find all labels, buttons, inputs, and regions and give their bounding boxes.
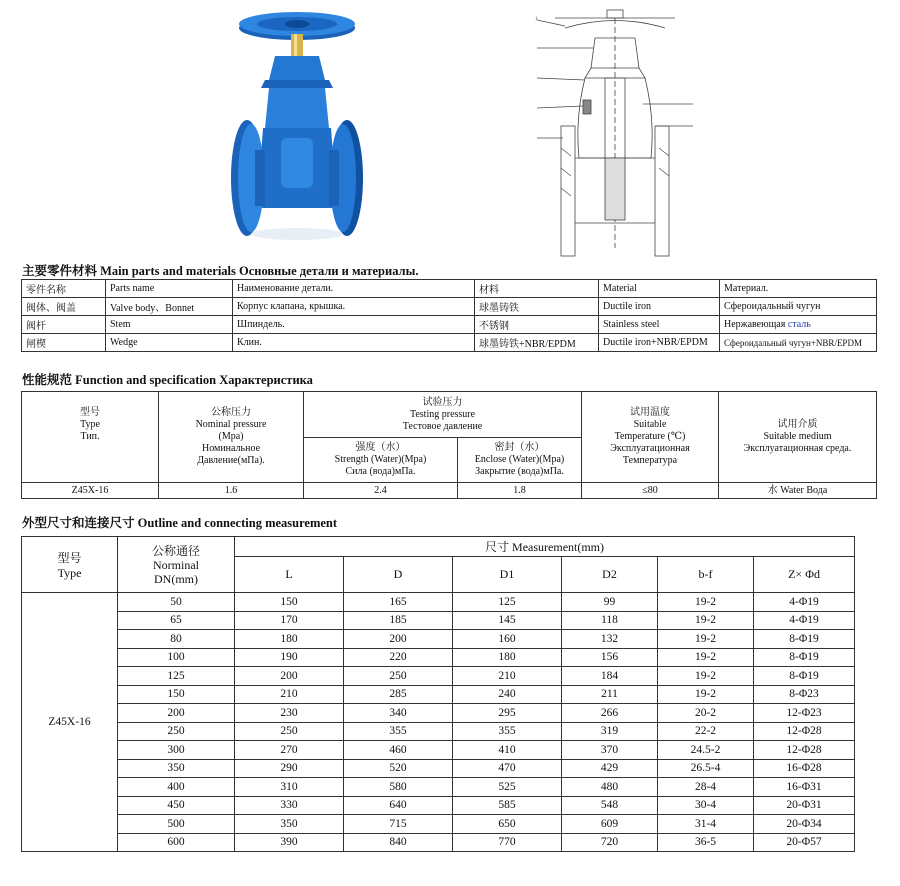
hdr-line: Закрытие (вода)мПа. [475,466,564,477]
cell: 1.6 [159,483,304,499]
table-row [22,334,877,352]
cell: 585 [453,796,562,815]
hdr-line: 公称通径 [151,543,200,558]
cell: 100 [118,648,235,667]
cell: 350 [235,815,344,834]
cell: 球墨铸铁+NBR/EPDM [475,334,599,352]
parts-title: 主要零件材料 Main parts and materials Основные детали и материалы. [22,264,419,278]
cell: 230 [235,704,344,723]
cell: 548 [562,796,658,815]
cell: Сфероидальный чугун [720,298,877,316]
cell: 609 [562,815,658,834]
hdr-line: 密封（水） [494,442,545,453]
cell: 156 [562,648,658,667]
hdr-line: Номинальное [201,443,261,454]
dn-header [118,537,235,593]
col-header: D2 [562,557,658,593]
cell: 1.8 [458,483,582,499]
cell: 450 [118,796,235,815]
cell: Ductile iron+NBR/EPDM [599,334,720,352]
parts-table [21,279,877,352]
table-row [22,778,855,797]
cell: 19-2 [658,630,754,649]
hdr-line: Тип. [80,431,100,442]
cell: 200 [118,704,235,723]
cell: 220 [344,648,453,667]
cell: 22-2 [658,722,754,741]
hdr-line: Suitable [633,419,667,430]
cell: 150 [235,593,344,612]
cell: Stainless steel [599,316,720,334]
hdr-line: Norminal [153,557,199,572]
cell: 355 [453,722,562,741]
cell: 4-Φ19 [754,611,855,630]
cell: 470 [453,759,562,778]
cell: 300 [118,741,235,760]
model-cell: Z45X-16 [22,593,118,852]
cell: 145 [453,611,562,630]
cell: 160 [453,630,562,649]
table-row [22,741,855,760]
cell: 480 [562,778,658,797]
strength-header [304,438,458,483]
valve-photo [225,8,370,246]
table-row [22,630,855,649]
hdr-line: Эксплуатационная [610,443,690,454]
cell: Сфероидальный чугун+NBR/EPDM [720,334,877,352]
hdr-line: Сила (вода)мПа. [345,466,416,477]
cell: Stem [106,316,233,334]
cell: 132 [562,630,658,649]
cell: 400 [118,778,235,797]
cell: 270 [235,741,344,760]
cell: 200 [235,667,344,686]
cell: Z45X-16 [22,483,159,499]
hdr-line: 强度（水） [355,442,406,453]
material-header-en: Material [599,280,720,298]
enclose-header [458,438,582,483]
cell: 185 [344,611,453,630]
parts-header-ru: Наименование детали. [233,280,475,298]
table-row [22,704,855,723]
parts-header-zh: 零件名称 [22,280,106,298]
table-row [22,815,855,834]
table-row [22,648,855,667]
hdr-line: Эксплуатационная среда. [743,443,852,454]
cell: 19-2 [658,667,754,686]
hdr-line: Type [80,419,100,430]
cell: 770 [453,833,562,852]
cell: 28-4 [658,778,754,797]
outline-table [21,536,855,852]
col-header: D1 [453,557,562,593]
cell: 8-Φ19 [754,667,855,686]
hdr-line: Strength (Water)(Mpa) [334,454,427,465]
table-row [22,483,877,499]
cell: 525 [453,778,562,797]
table-row [22,392,877,438]
cell: 20-Φ57 [754,833,855,852]
cell: 2.4 [304,483,458,499]
cell: 16-Φ31 [754,778,855,797]
cell: 210 [235,685,344,704]
parts-header-en: Parts name [106,280,233,298]
cell: 19-2 [658,593,754,612]
col-header: Z× Φd [754,557,855,593]
cell: 250 [344,667,453,686]
cell: 20-2 [658,704,754,723]
cell: 阀杆 [22,316,106,334]
cell: 520 [344,759,453,778]
table-row [22,685,855,704]
hdr-line: Nominal pressure [195,419,267,430]
cell: 184 [562,667,658,686]
table-row [22,280,877,298]
cell: 370 [562,741,658,760]
temperature-header [582,392,719,483]
cell: 12-Φ23 [754,704,855,723]
hdr-line: 试用介质 [777,419,818,430]
cell: 180 [235,630,344,649]
spacer [24,443,156,467]
cell-text: Нержавеющая [724,319,788,330]
cell: 8-Φ19 [754,630,855,649]
material-header-zh: 材料 [475,280,599,298]
hdr-line: Suitable medium [763,431,832,442]
cell: 180 [453,648,562,667]
hdr-line: (Mpa) [218,431,244,442]
cell: 31-4 [658,815,754,834]
cell: 4-Φ19 [754,593,855,612]
cell: 211 [562,685,658,704]
hdr-line: Testing pressure [409,408,476,420]
col-header: b-f [658,557,754,593]
cell: 125 [453,593,562,612]
cell: 355 [344,722,453,741]
cell: 24.5-2 [658,741,754,760]
cell: 285 [344,685,453,704]
hdr-line: 公称压力 [211,407,251,418]
hdr-line: 型号 [57,550,82,565]
cell: 210 [453,667,562,686]
cell: 19-2 [658,648,754,667]
table-row [22,833,855,852]
cell: 16-Φ28 [754,759,855,778]
cell: 250 [235,722,344,741]
cell: 不锈钢 [475,316,599,334]
cell: 20-Φ34 [754,815,855,834]
cell: 190 [235,648,344,667]
cell: 50 [118,593,235,612]
col-header: L [235,557,344,593]
cell: 715 [344,815,453,834]
hdr-line: Температура [622,455,678,466]
cell: 350 [118,759,235,778]
hdr-line: Type [57,565,82,580]
cell: 球墨铸铁 [475,298,599,316]
cell: 250 [118,722,235,741]
table-row [22,298,877,316]
hdr-line: 型号 [80,407,100,418]
outline-body [22,593,855,852]
cell: Ductile iron [599,298,720,316]
cell: 266 [562,704,658,723]
testing-pressure-header [304,392,582,438]
material-header-ru: Материал. [720,280,877,298]
cell: 12-Φ28 [754,741,855,760]
cell: 650 [453,815,562,834]
cell: 290 [235,759,344,778]
cell: 8-Φ23 [754,685,855,704]
hdr-line: Давление(мПа). [197,455,265,466]
cell: 闸楔 [22,334,106,352]
hdr-line: 试验压力 [422,396,463,408]
cell: 500 [118,815,235,834]
medium-header [719,392,877,483]
cell: 65 [118,611,235,630]
hdr-line: Temperature (℃) [614,431,686,442]
cell: 390 [235,833,344,852]
hdr-line: 试用温度 [630,407,670,418]
cell: 8-Φ19 [754,648,855,667]
cell: 20-Φ31 [754,796,855,815]
measurement-header: 尺寸 Measurement(mm) [235,537,855,557]
cell: ≤80 [582,483,719,499]
cell: 410 [453,741,562,760]
cell: 99 [562,593,658,612]
hdr-line: DN(mm) [154,571,198,586]
hdr-line: Тестовое давление [402,420,483,432]
spec-type-header [22,392,159,483]
table-row [22,316,877,334]
cell: 150 [118,685,235,704]
cell: 19-2 [658,685,754,704]
col-header: D [344,557,453,593]
cell: 12-Φ28 [754,722,855,741]
cell: 580 [344,778,453,797]
cell: 36-5 [658,833,754,852]
spec-table [21,391,877,499]
cell: Корпус клапана, крышка. [233,298,475,316]
cell: Клин. [233,334,475,352]
cell: 26.5-4 [658,759,754,778]
cell: Valve body、Bonnet [106,298,233,316]
cell: 80 [118,630,235,649]
cell: 720 [562,833,658,852]
cell [720,316,877,334]
cell: 阀体、阀盖 [22,298,106,316]
cell: 165 [344,593,453,612]
cell: 330 [235,796,344,815]
cell: 19-2 [658,611,754,630]
table-row [22,759,855,778]
nominal-pressure-header [159,392,304,483]
cell: 30-4 [658,796,754,815]
cell: 170 [235,611,344,630]
svg-text:1: 1 [535,17,538,22]
cell: 240 [453,685,562,704]
cell: 319 [562,722,658,741]
cell: 水 Water Вода [719,483,877,499]
table-row [22,722,855,741]
cell: 340 [344,704,453,723]
cell: 600 [118,833,235,852]
outline-type-header [22,537,118,593]
cell: 295 [453,704,562,723]
outline-title: 外型尺寸和连接尺寸 Outline and connecting measurement [22,516,338,530]
table-row [22,667,855,686]
cell: 840 [344,833,453,852]
cell: Wedge [106,334,233,352]
cell-text: сталь [787,319,811,330]
spec-title: 性能规范 Function and specification Характеристика [22,373,313,387]
cell: 310 [235,778,344,797]
cell: Шпиндель. [233,316,475,334]
table-row [22,537,855,557]
table-row [22,611,855,630]
cell: 200 [344,630,453,649]
valve-drawing [535,8,695,258]
table-row [22,593,855,612]
cell: 429 [562,759,658,778]
cell: 125 [118,667,235,686]
hdr-line: Enclose (Water)(Mpa) [474,454,565,465]
cell: 640 [344,796,453,815]
cell: 118 [562,611,658,630]
cell: 460 [344,741,453,760]
table-row [22,796,855,815]
